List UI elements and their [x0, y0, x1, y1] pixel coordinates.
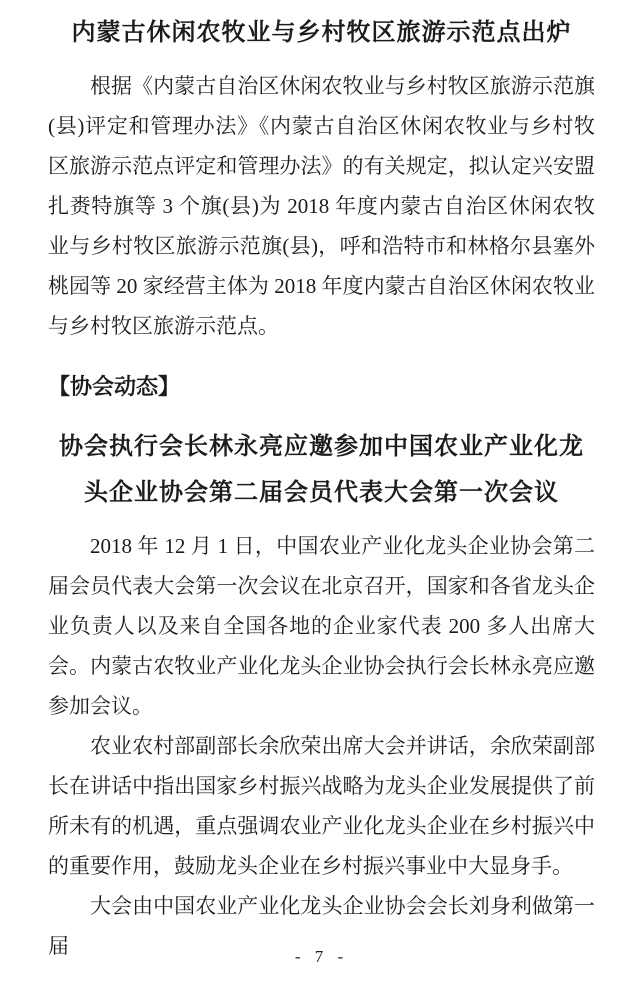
article2-paragraph-3: 大会由中国农业产业化龙头企业协会会长刘身利做第一届 [48, 894, 595, 958]
page-number: - 7 - [294, 947, 349, 966]
article2-paragraph-2: 农业农村部副部长余欣荣出席大会并讲话，余欣荣副部长在讲话中指出国家乡村振兴战略为龙头企业发展提供了前所未有的机遇，重点强调农业产业化龙头企业在乡村振兴中的重要作用，鼓励龙头企业在乡村振兴事业中大显身手。 [48, 734, 595, 878]
article1-title: 内蒙古休闲农牧业与乡村牧区旅游示范点出炉 [71, 20, 572, 46]
article2-title: 协会执行会长林永亮应邀参加中国农业产业化龙头企业协会第二届会员代表大会第一次会议 [59, 434, 584, 506]
section-header-association-news: 【协会动态】 [48, 374, 181, 399]
article2-paragraph-1: 2018 年 12 月 1 日，中国农业产业化龙头企业协会第二届会员代表大会第一次会议在北京召开，国家和各省龙头企业负责人以及来自全国各地的企业家代表 200 多人出席大会。内蒙古农牧业产业化龙头企业协会执行会长林永亮应邀参加会议。 [48, 534, 595, 718]
article1-paragraph: 根据《内蒙古自治区休闲农牧业与乡村牧区旅游示范旗(县)评定和管理办法》《内蒙古自治区休闲农牧业与乡村牧区旅游示范点评定和管理办法》的有关规定，拟认定兴安盟扎赉特旗等 3 个旗(县)为 2018 年度内蒙古自治区休闲农牧业与乡村牧区旅游示范旗(县)，呼和浩特市和林格尔县塞外桃园等 20 家经营主体为 2018 年度内蒙古自治区休闲农牧业与乡村牧区旅游示范点。 [48, 74, 595, 338]
